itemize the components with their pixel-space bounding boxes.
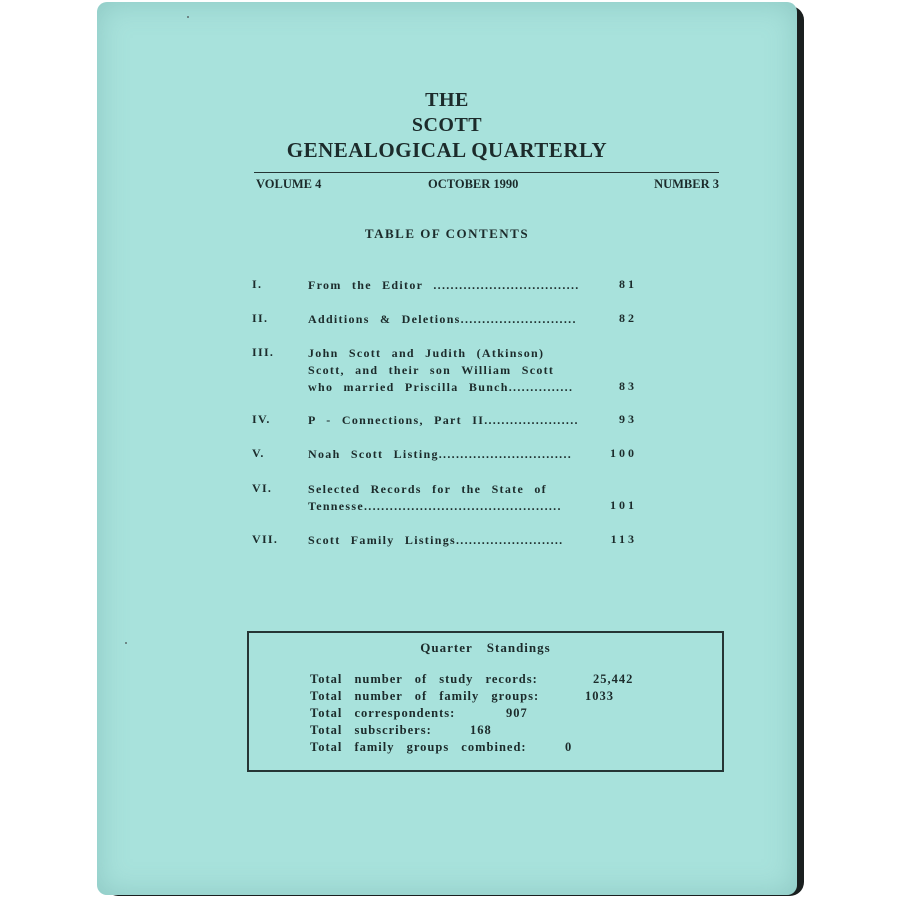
stat-label: Total family groups combined:: [310, 740, 527, 754]
toc-entry-page: 81: [619, 277, 637, 291]
stat-family-groups-combined: [310, 740, 573, 755]
stat-value: 0: [565, 740, 573, 754]
stat-value: 1033: [585, 689, 614, 703]
toc-entry-number: III.: [252, 345, 275, 359]
stat-label: Total correspondents:: [310, 706, 456, 720]
speck: [125, 642, 127, 644]
issue-info-row: [254, 177, 719, 193]
toc-entry-title: John Scott and Judith (Atkinson) Scott, and their son William Scott who married Priscilla Bunch...............: [308, 346, 574, 394]
toc-entry-title: P - Connections, Part II......................: [308, 413, 579, 427]
speck: [187, 16, 189, 18]
toc-entry-page: 82: [619, 311, 637, 325]
toc-heading: TABLE OF CONTENTS: [364, 226, 530, 241]
stat-family-groups: [310, 689, 614, 704]
toc-entry-title: Noah Scott Listing...............................: [308, 447, 573, 461]
stat-subscribers: [310, 723, 492, 738]
toc-entry-number: VII.: [252, 532, 279, 546]
stat-correspondents: [310, 706, 528, 721]
stat-label: Total number of family groups:: [310, 689, 540, 703]
toc-entry-page: 101: [610, 498, 637, 512]
toc-entry-number: II.: [252, 311, 269, 325]
quarter-standings-box: [247, 631, 724, 772]
stat-value: 907: [506, 706, 528, 720]
title-block: [97, 88, 797, 163]
toc-entry-page: 93: [619, 412, 637, 426]
toc-entry-number: V.: [252, 446, 265, 460]
toc-entry-number: IV.: [252, 412, 271, 426]
toc-entry-title: Selected Records for the State of Tennesse..............................................: [308, 482, 562, 513]
toc-entry-number: I.: [252, 277, 263, 291]
volume-label: VOLUME 4: [256, 177, 322, 191]
toc-entry-title: Additions & Deletions...........................: [308, 312, 577, 326]
toc-entry-number: VI.: [252, 481, 273, 495]
title-line-3: GENEALOGICAL QUARTERLY: [286, 138, 608, 162]
quarterly-cover: [97, 2, 797, 895]
stat-label: Total number of study records:: [310, 672, 538, 686]
header-rule: [254, 172, 719, 173]
toc-entry-title: From the Editor ..................................: [308, 278, 580, 292]
toc-entry-page: 83: [619, 379, 637, 393]
title-line-2: SCOTT: [411, 114, 483, 136]
title-line-1: THE: [425, 89, 469, 111]
toc-entry-page: 100: [610, 446, 637, 460]
stat-value: 168: [470, 723, 492, 737]
stat-value: 25,442: [593, 672, 634, 686]
issue-date: OCTOBER 1990: [428, 177, 519, 191]
standings-title: Quarter Standings: [420, 640, 551, 655]
issue-number: NUMBER 3: [654, 177, 719, 191]
toc-entry-title: Scott Family Listings.........................: [308, 533, 564, 547]
toc-entry-page: 113: [610, 532, 637, 546]
stat-label: Total subscribers:: [310, 723, 432, 737]
stat-study-records: [310, 672, 634, 687]
